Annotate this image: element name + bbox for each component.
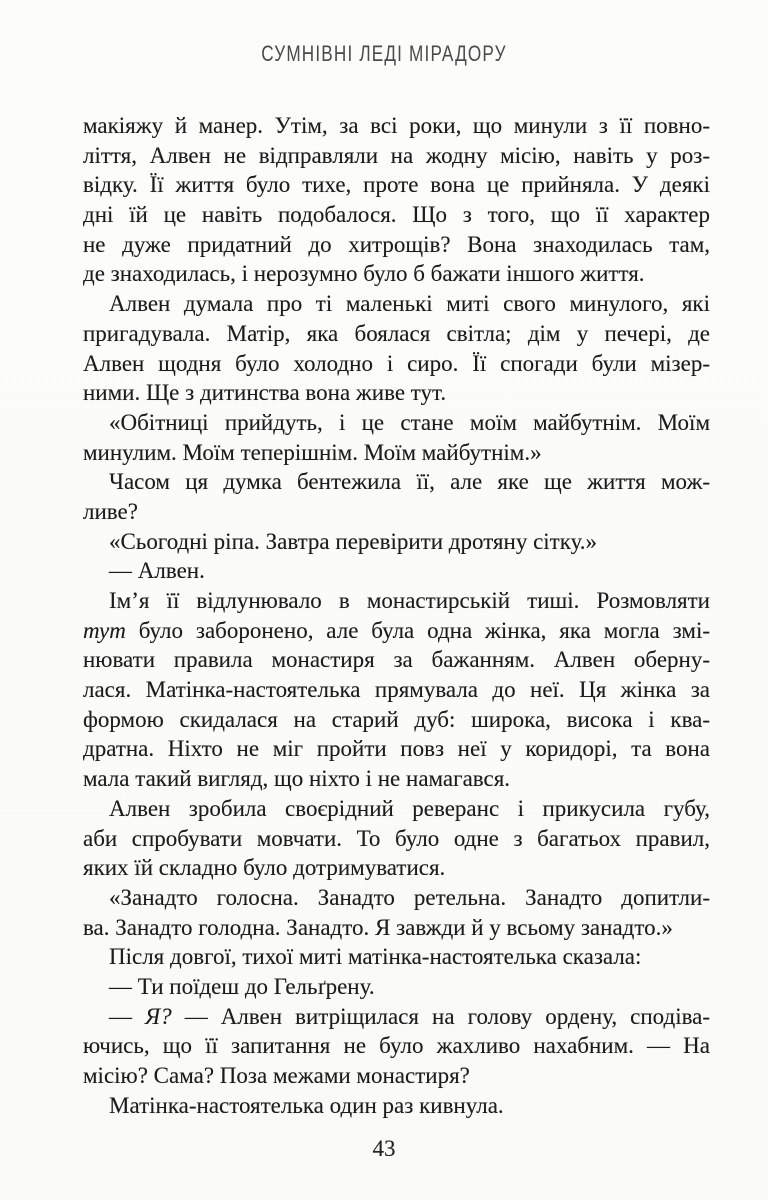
paragraph	[83, 1091, 710, 1121]
paragraph	[83, 289, 710, 408]
text-line: пригадувала. Матір, яка боялася світла; дім у печері, де	[83, 320, 710, 346]
paragraph	[83, 1002, 710, 1091]
text-line: аби спробувати мовчати. То було одне з багатьох правил,	[83, 825, 710, 851]
text-line: «Обітниці прийдуть, і це стане моїм майбутнім. Моїм	[109, 409, 710, 435]
text-line: Ім’я її відлунювало в монастирській тиші. Розмовляти	[109, 588, 710, 613]
text-line: ючись, що її запитання не було жахливо нахабним. — На	[83, 1033, 710, 1059]
text-line: нювати правила монастиря за бажанням. Алвен оберну-	[83, 647, 710, 673]
paragraph	[83, 942, 710, 972]
text-line: лася. Матінка-настоятелька прямувала до неї. Ця жінка за	[83, 677, 710, 703]
paragraph	[83, 467, 710, 526]
text-line: ва. Занадто голодна. Занадто. Я завжди й у всьому занадто.»	[83, 914, 673, 940]
text-line: не дуже придатний до хитрощів? Вона знаходилась там,	[83, 231, 710, 257]
text-line: дратна. Ніхто не міг пройти повз неї у коридорі, та вона	[83, 736, 710, 762]
text-line: відку. Її життя було тихе, проте вона це прийняла. У деякі	[83, 172, 710, 198]
text-line: Матінка-настоятелька один раз кивнула.	[109, 1092, 504, 1118]
text-line: «Сьогодні ріпа. Завтра перевірити дротяну сітку.»	[109, 528, 598, 554]
paragraph	[83, 586, 710, 794]
text-line: Часом ця думка бентежила її, але яке ще життя мож-	[109, 469, 710, 495]
text-line: Алвен зробила своєрідний реверанс і прикусила губу,	[109, 795, 710, 821]
text-line: тут було заборонено, але була одна жінка, яка могла змі-	[83, 617, 710, 643]
running-header: СУМНІВНІ ЛЕДІ МІРАДОРУ	[261, 41, 507, 66]
paragraph	[83, 883, 710, 942]
text-line: ливе?	[83, 498, 138, 524]
text-line: макіяжу й манер. Утім, за всі роки, що минули з її повно-	[83, 113, 710, 138]
text-line: минулим. Моїм теперішнім. Моїм майбутнім.»	[83, 439, 542, 465]
paragraph	[83, 527, 710, 557]
paragraph	[83, 556, 710, 586]
paragraph	[83, 408, 710, 467]
text-line: ліття, Алвен не відправляли на жодну місію, навіть у роз-	[83, 142, 710, 168]
text-line: мала такий вигляд, що ніхто і не намагався.	[83, 766, 511, 792]
text-line: де знаходилась, і нерозумно було б бажати іншого життя.	[83, 261, 645, 287]
text-line: Алвен думала про ті маленькі миті свого минулого, які	[109, 291, 710, 317]
page-text	[83, 111, 710, 1120]
text-line: — Ти поїдеш до Гельґрену.	[109, 973, 375, 999]
text-line: Після довгої, тихої миті матінка-настоятелька сказала:	[109, 944, 642, 970]
text-line: місію? Сама? Поза межами монастиря?	[83, 1063, 470, 1088]
paragraph	[83, 794, 710, 883]
page-number: 43	[372, 1136, 396, 1161]
text-line: Алвен щодня було холодно і сиро. Її спогади були мізер-	[83, 350, 710, 376]
text-line: — Алвен.	[109, 558, 205, 584]
text-line: «Занадто голосна. Занадто ретельна. Занадто допитли-	[109, 884, 710, 910]
text-line: дні їй це навіть подобалося. Що з того, що її характер	[83, 202, 710, 228]
text-line: ними. Ще з дитинства вона живе тут.	[83, 380, 447, 406]
paragraph	[83, 111, 710, 289]
text-line: — Я? — Алвен витріщилася на голову ордену, сподіва-	[109, 1003, 710, 1029]
text-line: яких їй складно було дотримуватися.	[83, 855, 446, 881]
text-line: формою скидалася на старий дуб: широка, висока і ква-	[83, 706, 710, 732]
paragraph	[83, 972, 710, 1002]
